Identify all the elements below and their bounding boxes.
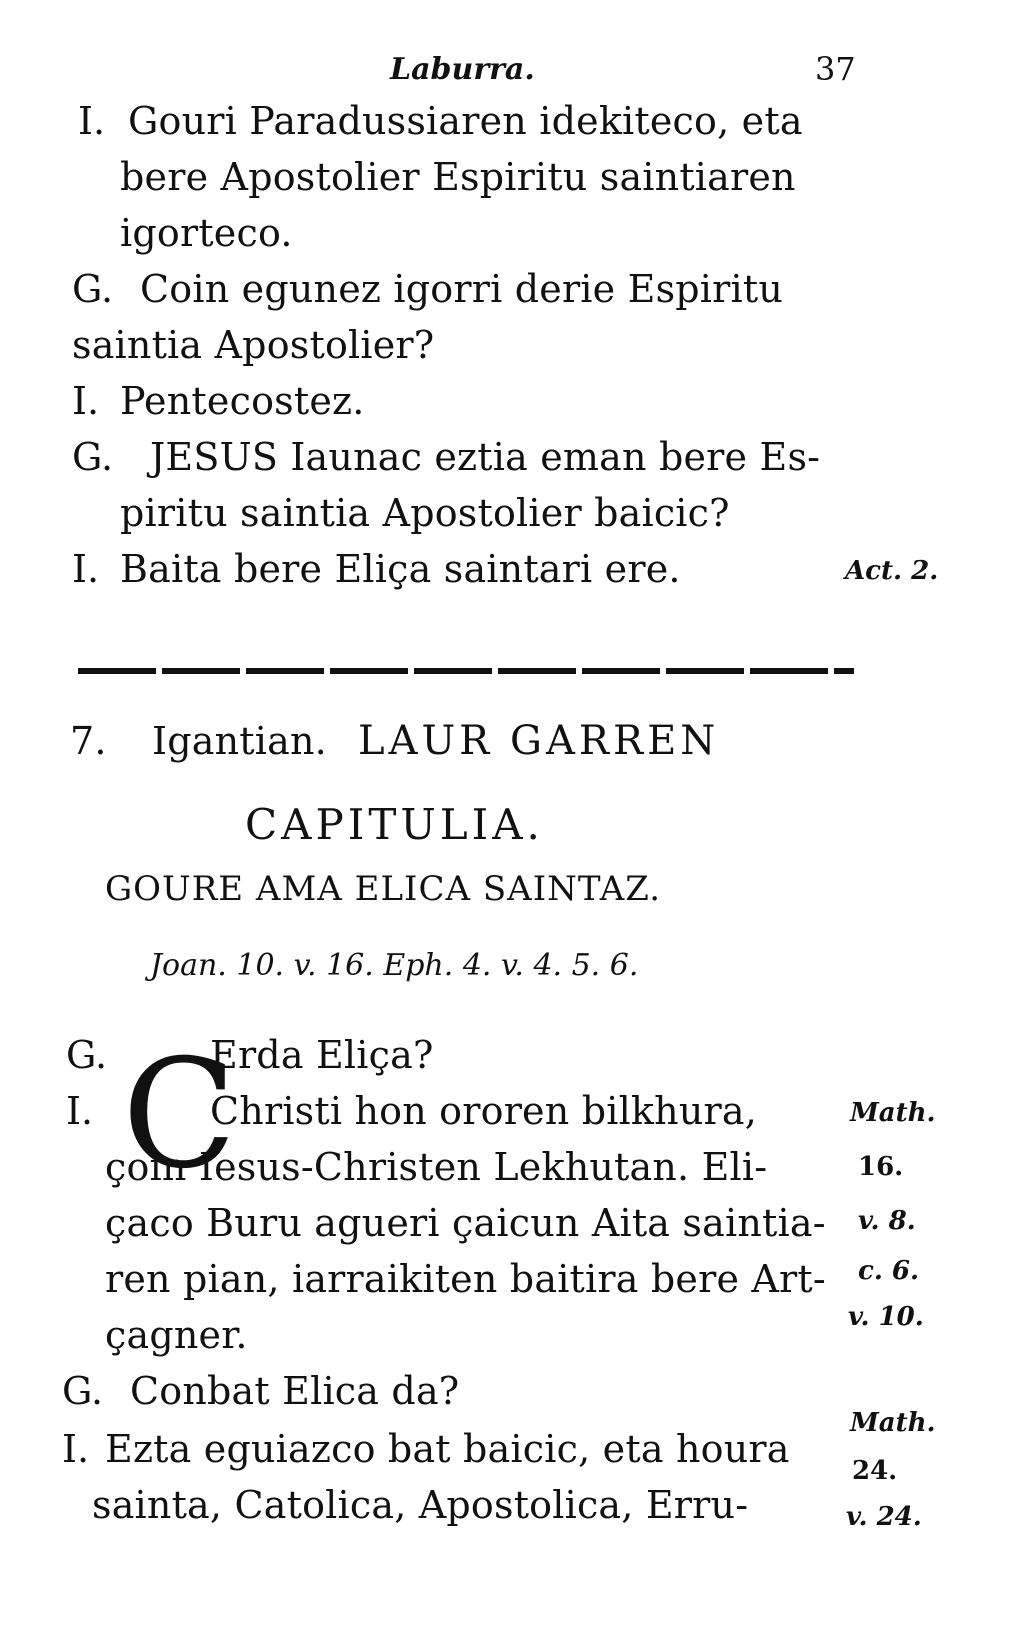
drop-cap-initial: C bbox=[122, 1028, 237, 1202]
text-line: Ezta eguiazco bat baicic, eta houra bbox=[105, 1427, 790, 1471]
speaker-label: G. bbox=[62, 1369, 104, 1413]
text-line: çagner. bbox=[105, 1313, 248, 1357]
text-line: Baita bere Eliça saintari ere. bbox=[120, 547, 681, 591]
text-line: saintia Apostolier? bbox=[72, 323, 435, 367]
text-line: ren pian, iarraikiten baitira bere Art- bbox=[105, 1257, 826, 1301]
scripture-reference: Joan. 10. v. 16. Eph. 4. v. 4. 5. 6. bbox=[150, 948, 639, 983]
text-line: çoin Iesus-Christen Lekhutan. Eli- bbox=[105, 1145, 768, 1189]
speaker-label: G. bbox=[72, 435, 114, 479]
text-line: Pentecostez. bbox=[120, 379, 365, 423]
text-line: Coin egunez igorri derie Espiritu bbox=[140, 267, 784, 311]
margin-note: 24. bbox=[852, 1456, 898, 1486]
margin-note: Math. bbox=[850, 1098, 936, 1128]
text-line: çaco Buru agueri çaicun Aita saintia- bbox=[105, 1201, 826, 1245]
text-line: JESUS Iaunac eztia eman bere Es- bbox=[150, 435, 821, 479]
speaker-label: G. bbox=[66, 1033, 108, 1077]
speaker-label: I. bbox=[66, 1089, 94, 1133]
lesson-word: Igantian. bbox=[152, 719, 327, 763]
speaker-label: I. bbox=[72, 547, 100, 591]
running-title: Laburra. bbox=[390, 52, 535, 87]
margin-note: Math. bbox=[850, 1408, 936, 1438]
text-line: Conbat Elica da? bbox=[130, 1369, 460, 1413]
margin-note: v. 24. bbox=[846, 1502, 922, 1532]
margin-note: v. 8. bbox=[858, 1206, 916, 1236]
chapter-title-line2: CAPITULIA. bbox=[245, 800, 544, 849]
margin-note: Act. 2. bbox=[845, 556, 939, 586]
text-line: piritu saintia Apostolier baicic? bbox=[120, 491, 730, 535]
section-divider bbox=[78, 668, 854, 674]
speaker-label: I. bbox=[72, 379, 100, 423]
text-line: Christi hon ororen bilkhura, bbox=[210, 1089, 758, 1133]
text-line: Erda Eliça? bbox=[210, 1033, 434, 1077]
text-line: bere Apostolier Espiritu saintiaren bbox=[120, 155, 796, 199]
margin-note: 16. bbox=[858, 1152, 904, 1182]
speaker-label: G. bbox=[72, 267, 114, 311]
chapter-title: LAUR GARREN bbox=[358, 718, 720, 764]
lesson-number: 7. bbox=[70, 719, 107, 763]
page-number: 37 bbox=[815, 50, 856, 88]
text-line: Gouri Paradussiaren idekiteco, eta bbox=[128, 99, 803, 143]
margin-note: v. 10. bbox=[848, 1302, 924, 1332]
speaker-label: I. bbox=[78, 99, 106, 143]
speaker-label: I. bbox=[62, 1427, 90, 1471]
margin-note: c. 6. bbox=[858, 1256, 920, 1286]
text-line: igorteco. bbox=[120, 211, 293, 255]
chapter-subheading: GOURE AMA ELICA SAINTAZ. bbox=[105, 869, 662, 909]
text-line: sainta, Catolica, Apostolica, Erru- bbox=[92, 1483, 749, 1527]
